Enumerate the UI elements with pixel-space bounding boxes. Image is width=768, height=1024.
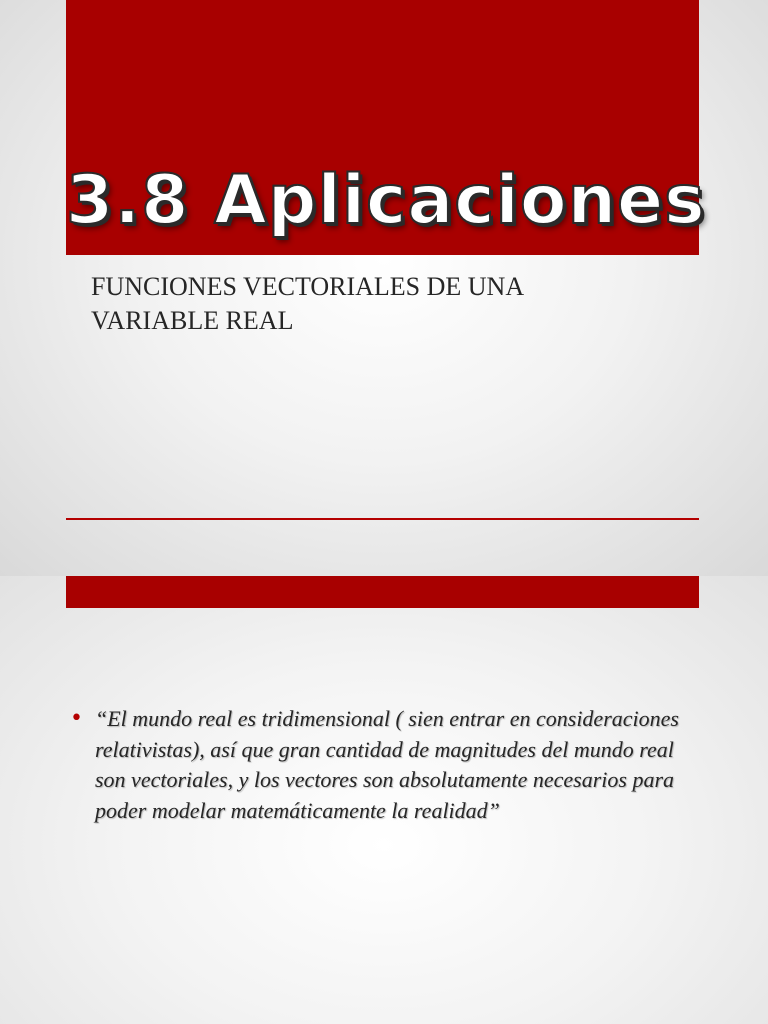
divider-line <box>66 518 699 520</box>
quote-text: “El mundo real es tridimensional ( sien entrar en consideraciones relativistas), así que gran cantidad de magnitudes del mundo real son vectoriales, y los vectores son absolutamente necesarios para poder modelar matemáticamente la realidad” <box>95 706 679 823</box>
slide-content <box>0 576 768 1024</box>
title-band <box>66 0 706 255</box>
header-bar <box>66 576 699 608</box>
bullet-item <box>70 704 695 826</box>
slide-title-text: 3.8 Aplicaciones <box>66 161 706 240</box>
bullet-icon: • <box>70 706 83 731</box>
slide-subtitle: FUNCIONES VECTORIALES DE UNA VARIABLE REAL <box>91 272 523 335</box>
